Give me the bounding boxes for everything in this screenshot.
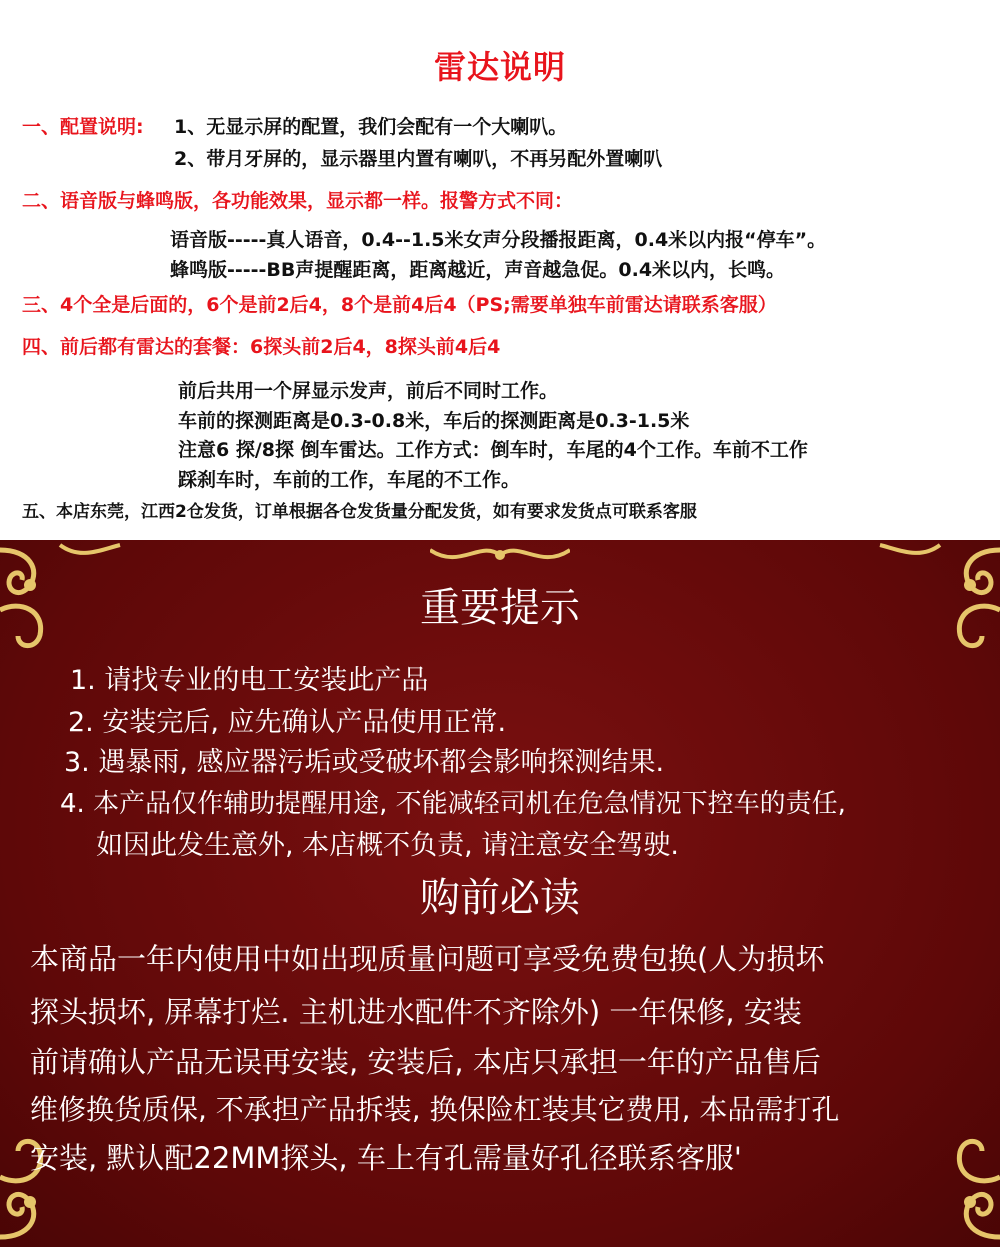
corner-ornament-bottom-right-icon <box>870 1127 1000 1247</box>
top-center-ornament-icon <box>430 540 570 570</box>
tip-4-line-2: 如因此发生意外, 本店概不负责, 请注意安全驾驶. <box>96 830 679 861</box>
purchase-line-4: 维修换货质保, 不承担产品拆装, 换保险杠装其它费用, 本品需打孔 <box>30 1093 840 1126</box>
tip-1: 1. 请找专业的电工安装此产品 <box>70 665 429 696</box>
package-line-4: 踩刹车时，车前的工作，车尾的不工作。 <box>178 469 521 491</box>
purchase-line-5: 安装, 默认配22MM探头, 车上有孔需量好孔径联系客服' <box>30 1141 742 1175</box>
config-line-1: 1、无显示屏的配置，我们会配有一个大喇叭。 <box>174 116 568 138</box>
radar-instructions-section <box>0 0 1000 540</box>
notice-title: 重要提示 <box>420 585 580 631</box>
radar-title: 雷达说明 <box>433 48 566 86</box>
package-line-1: 前后共用一个屏显示发声，前后不同时工作。 <box>178 380 559 402</box>
shipping-line: 五、本店东莞，江西2仓发货，订单根据各仓发货量分配发货，如有要求发货点可联系客服 <box>22 502 697 522</box>
purchase-line-1: 本商品一年内使用中如出现质量问题可享受免费包换(人为损坏 <box>30 942 825 976</box>
package-line-2: 车前的探测距离是0.3-0.8米，车后的探测距离是0.3-1.5米 <box>178 410 690 432</box>
tip-2: 2. 安装完后, 应先确认产品使用正常. <box>68 707 507 738</box>
purchase-line-3: 前请确认产品无误再安装, 安装后, 本店只承担一年的产品售后 <box>30 1045 821 1079</box>
beep-version-line: 蜂鸣版-----BB声提醒距离，距离越近，声音越急促。0.4米以内，长鸣。 <box>170 259 786 281</box>
voice-version-line: 语音版-----真人语音，0.4--1.5米女声分段播报距离，0.4米以内报“停车”。 <box>170 229 827 251</box>
notice-panel <box>0 540 1000 1247</box>
config-line-2: 2、带月牙屏的，显示器里内置有喇叭，不再另配外置喇叭 <box>174 148 663 170</box>
purchase-line-2: 探头损坏, 屏幕打烂. 主机进水配件不齐除外) 一年保修, 安装 <box>30 995 802 1029</box>
sensor-count-heading: 三、4个全是后面的，6个是前2后4，8个是前4后4（PS;需要单独车前雷达请联系客服） <box>22 294 777 316</box>
config-label: 一、配置说明: <box>22 116 144 138</box>
front-rear-package-heading: 四、前后都有雷达的套餐：6探头前2后4，8探头前4后4 <box>22 336 501 358</box>
tip-3: 3. 遇暴雨, 感应器污垢或受破坏都会影响探测结果. <box>64 747 665 778</box>
voice-beep-heading: 二、语音版与蜂鸣版，各功能效果，显示都一样。报警方式不同： <box>22 190 574 212</box>
tip-4-line-1: 4. 本产品仅作辅助提醒用途, 不能减轻司机在危急情况下控车的责任, <box>60 789 846 819</box>
package-line-3: 注意6 探/8探 倒车雷达。工作方式：倒车时，车尾的4个工作。车前不工作 <box>178 439 808 461</box>
purchase-title: 购前必读 <box>420 875 580 921</box>
